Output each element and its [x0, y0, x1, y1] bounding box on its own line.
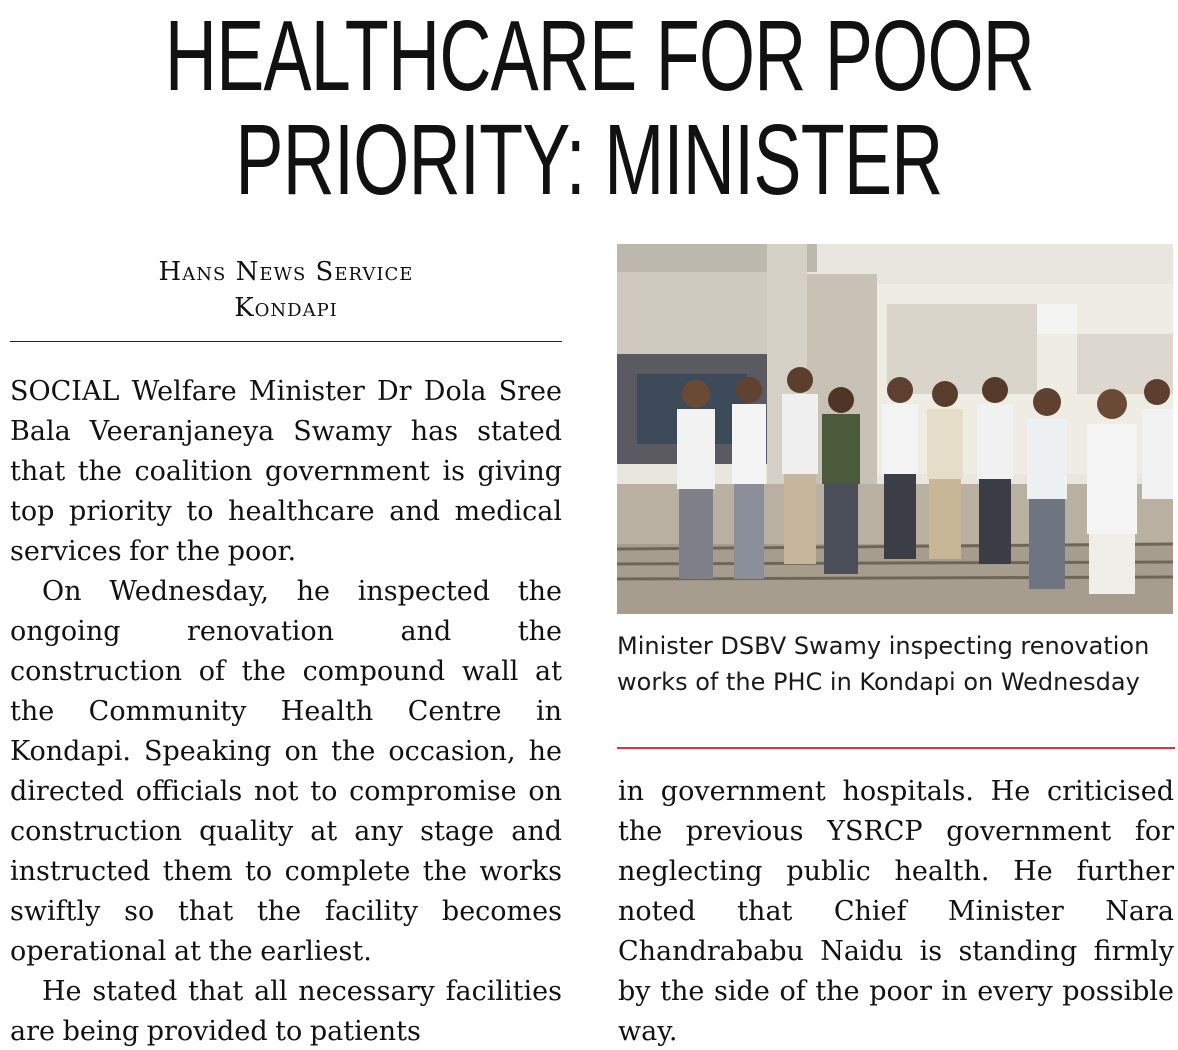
caption-divider: [617, 747, 1175, 749]
paragraph-1: SOCIAL Welfare Minister Dr Dola Sree Bala Veeranjaneya Swamy has stated that the coalition government is giving top priority to healthcare and medical services for the poor.: [10, 376, 562, 567]
byline-location: Kondapi: [234, 293, 338, 323]
headline: [164, 0, 1035, 216]
headline-line-1: HEALTHCARE FOR POOR: [164, 0, 1035, 112]
paragraph-2: On Wednesday, he inspected the ongoing renovation and the construction of the compound wall at the Community Health Centre in Kondapi. Speaking on the occasion, he directed officials not to compromise on construction quality at any stage and instructed them to complete the works swiftly so that the facility becomes operational at the earliest.: [10, 576, 562, 967]
byline-divider: [10, 341, 562, 342]
article-column-left: [10, 372, 562, 1050]
news-photo: [617, 244, 1173, 614]
paragraph-3: He stated that all necessary facilities are being provided to patients: [10, 976, 562, 1047]
paragraph-3-continued: in government hospitals. He criticised the previous YSRCP government for neglecting public health. He further noted that Chief Minister Nara Chandrababu Naidu is standing firmly by the side of the poor in every possible way.: [618, 776, 1174, 1047]
byline: [10, 254, 562, 326]
headline-line-2: PRIORITY: MINISTER: [235, 104, 943, 216]
article-column-right: [618, 772, 1174, 1050]
byline-service: Hans News Service: [158, 257, 414, 287]
photo-caption: Minister DSBV Swamy inspecting renovation works of the PHC in Kondapi on Wednesday: [617, 632, 1150, 696]
